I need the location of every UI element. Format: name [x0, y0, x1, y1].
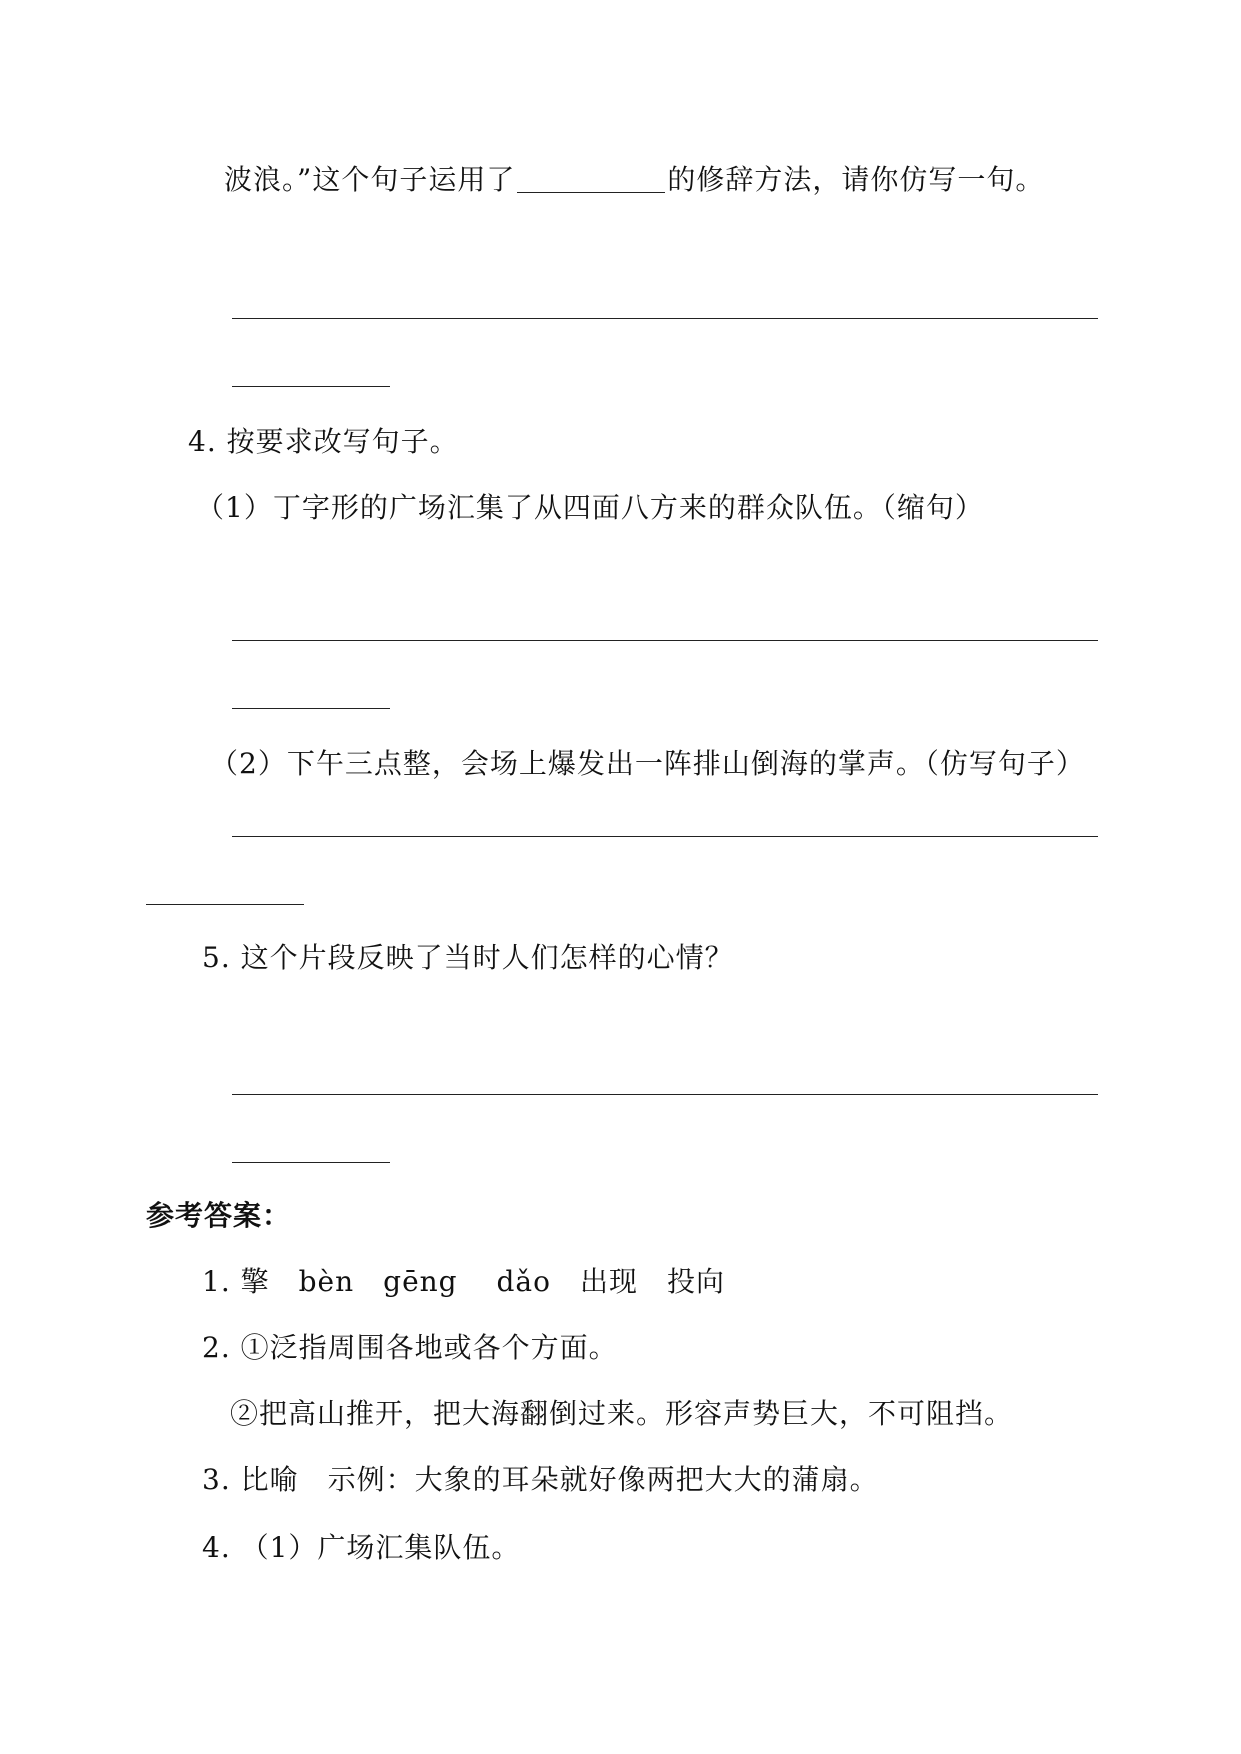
q5-answer-line-2[interactable]: [232, 1162, 390, 1163]
answer-2-part-1: 2. ①泛指周围各地或各个方面。: [202, 1331, 618, 1364]
q4-2-answer-line-1[interactable]: [232, 836, 1098, 837]
q3-text-after: 的修辞方法，请你仿写一句。: [667, 163, 1045, 196]
q4-title: 4. 按要求改写句子。: [188, 425, 459, 458]
q4-item-2: （2）下午三点整，会场上爆发出一阵排山倒海的掌声。（仿写句子）: [210, 747, 1085, 780]
q4-1-answer-line-2[interactable]: [232, 708, 390, 709]
q3-answer-line-1[interactable]: [232, 318, 1098, 319]
answer-3: 3. 比喻 示例：大象的耳朵就好像两把大大的蒲扇。: [202, 1463, 879, 1496]
q5-answer-line-1[interactable]: [232, 1094, 1098, 1095]
q4-item-1: （1）丁字形的广场汇集了从四面八方来的群众队伍。（缩句）: [196, 491, 984, 524]
q4-2-answer-line-2[interactable]: [146, 904, 304, 905]
q3-sentence: [224, 160, 1044, 200]
q3-fill-blank[interactable]: [517, 164, 665, 193]
q4-1-answer-line-1[interactable]: [232, 640, 1098, 641]
answer-1: 1. 擎 bèn gēng dǎo 出现 投向: [202, 1265, 725, 1298]
q5-title: 5. 这个片段反映了当时人们怎样的心情？: [202, 941, 734, 974]
answers-heading: 参考答案：: [146, 1199, 292, 1232]
answer-4: 4. （1）广场汇集队伍。: [202, 1531, 521, 1564]
answer-2-part-2: ②把高山推开，把大海翻倒过来。形容声势巨大，不可阻挡。: [230, 1397, 1014, 1430]
q3-text-before: 波浪。”这个句子运用了: [224, 163, 516, 196]
q3-answer-line-2[interactable]: [232, 386, 390, 387]
